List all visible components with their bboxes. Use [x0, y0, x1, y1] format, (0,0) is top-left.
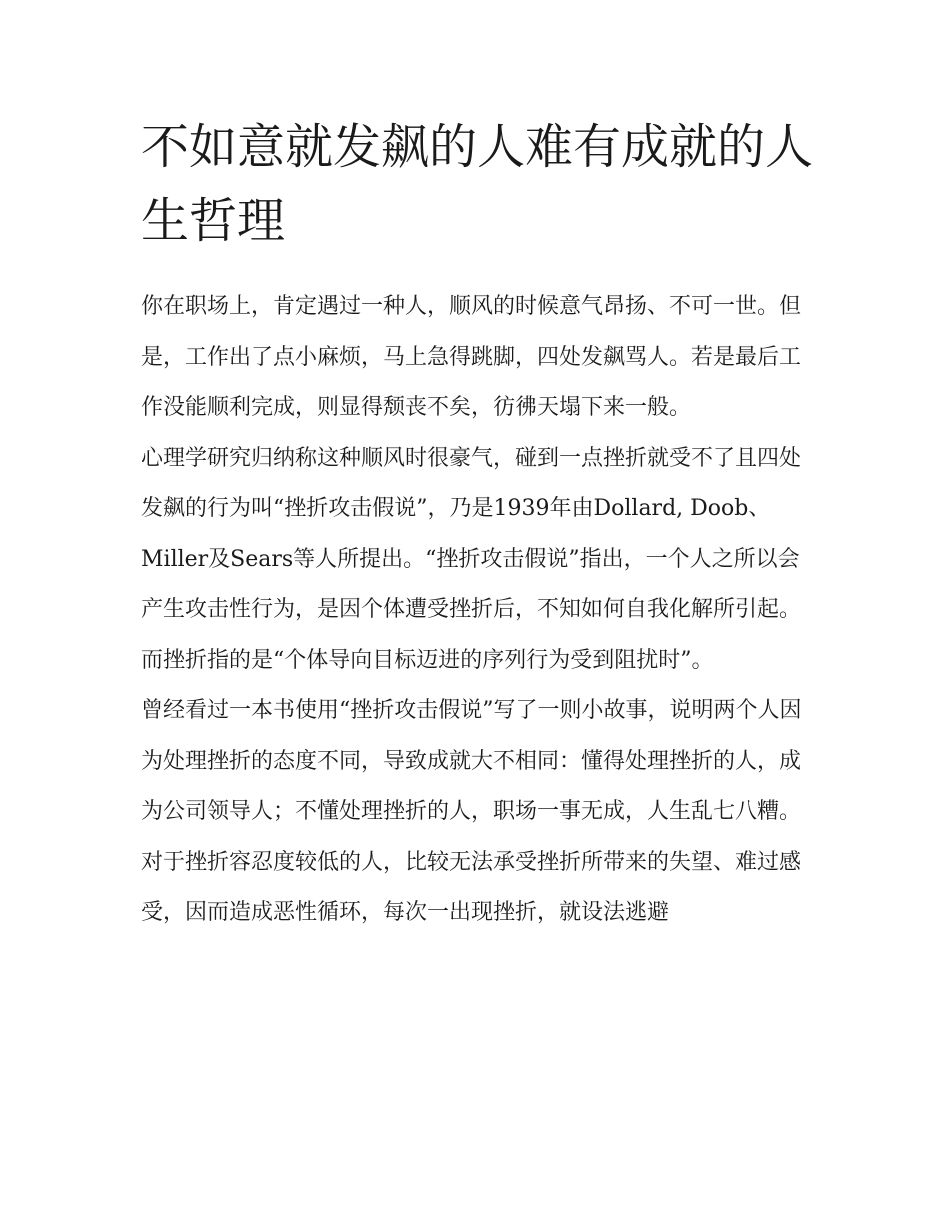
document-title: 不如意就发飙的人难有成就的人生哲理	[141, 119, 814, 249]
paragraph: 曾经看过一本书使用“挫折攻击假说”写了一则小故事，说明两个人因为处理挫折的态度不同，导致成就大不相同：懂得处理挫折的人，成为公司领导人；不懂处理挫折的人，职场一事无成，人生乱七八糟。	[141, 698, 802, 824]
paragraph: 心理学研究归纳称这种顺风时很豪气，碰到一点挫折就受不了且四处发飙的行为叫“挫折攻击假说”，乃是1939年由Dollard, Doob、Miller及Sears等人所提出。“挫折攻击假说”指出，一个人之所以会产生攻击性行为，是因个体遭受挫折后，不知如何自我化解所引起。而挫折指的是“个体导向目标迈进的序列行为受到阻扰时”。	[141, 445, 802, 673]
paragraph: 你在职场上，肯定遇过一种人，顺风的时候意气昂扬、不可一世。但是，工作出了点小麻烦，马上急得跳脚，四处发飙骂人。若是最后工作没能顺利完成，则显得颓丧不矣，彷彿天塌下来一般。	[141, 294, 802, 420]
document-body	[141, 282, 813, 939]
document-page	[141, 110, 813, 939]
paragraph: 对于挫折容忍度较低的人，比较无法承受挫折所带来的失望、难过感受，因而造成恶性循环，每次一出现挫折，就设法逃避	[141, 849, 802, 925]
